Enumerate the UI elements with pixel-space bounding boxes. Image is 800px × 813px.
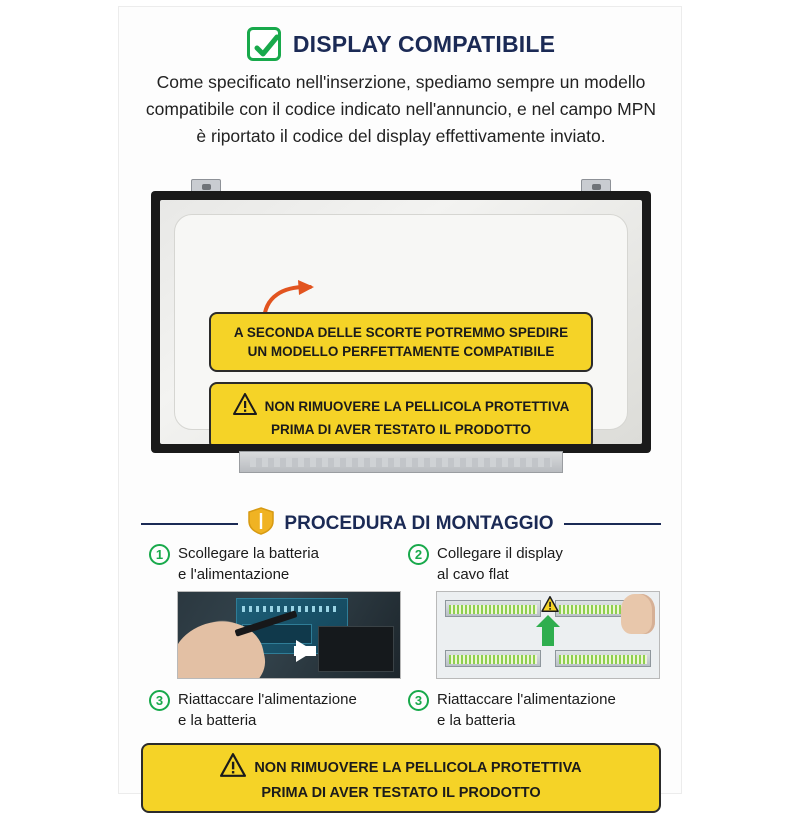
step-item: [149, 689, 394, 731]
warning-triangle-icon: [233, 393, 257, 420]
divider-left: [141, 523, 238, 525]
procedure-steps: [149, 543, 653, 737]
header: [119, 27, 683, 61]
finger: [621, 594, 655, 634]
panel-bezel: [151, 191, 651, 453]
step-item: [408, 543, 653, 585]
connector: [445, 600, 541, 617]
panel-connector-pins: [250, 458, 552, 467]
procedure-column-left: [149, 543, 394, 737]
procedure-header: [141, 507, 661, 540]
connector-pins: [449, 605, 537, 614]
step-label: [437, 543, 563, 585]
shield-icon: [248, 507, 274, 540]
step-item: [408, 689, 653, 731]
panel-connector-strip: [239, 451, 563, 473]
protective-film-notice: [209, 382, 593, 444]
step-item: [149, 543, 394, 585]
step-label: [178, 543, 319, 585]
compatibility-notice-line1: A SECONDA DELLE SCORTE POTREMMO SPEDIRE: [233, 325, 569, 340]
step-number: 3: [149, 690, 170, 711]
connector-pins: [449, 655, 537, 664]
step-number: 2: [408, 544, 429, 565]
direction-arrow-icon: [296, 640, 314, 662]
step-label-line2: e la batteria: [178, 712, 257, 729]
step-label-line2: e l'alimentazione: [178, 566, 290, 583]
step-number: 1: [149, 544, 170, 565]
insert-arrow-icon: [542, 626, 554, 646]
page-title: DISPLAY COMPATIBILE: [292, 30, 556, 57]
step-label: [437, 689, 616, 731]
compatibility-notice-line2: UN MODELLO PERFETTAMENTE COMPATIBILE: [247, 344, 555, 359]
step-label-line1: Riattaccare l'alimentazione: [437, 691, 616, 708]
step-label-line2: e la batteria: [437, 712, 516, 729]
intro-text: Come specificato nell'inserzione, spediamo sempre un modello compatibile con il codice indicato nell'annuncio, e nel campo MPN è riportato il codice del display effettivamente inviato.: [145, 72, 657, 146]
panel-surface: [160, 200, 642, 444]
warning-triangle-icon: [220, 753, 246, 783]
divider-right: [564, 523, 661, 525]
flat-cable-connector-photo: [436, 591, 660, 679]
battery-pack: [318, 626, 394, 672]
warning-triangle-icon: [541, 596, 559, 617]
step-number: 3: [408, 690, 429, 711]
step-label-line1: Scollegare la batteria: [178, 545, 319, 562]
laptop-battery-photo: [177, 591, 401, 679]
content-frame: [118, 6, 682, 801]
step-label-line1: Collegare il display: [437, 545, 563, 562]
protective-film-notice-line1: NON RIMUOVERE LA PELLICOLA PROTETTIVA: [264, 399, 570, 414]
procedure-column-right: [408, 543, 653, 737]
footer-warning-line2: PRIMA DI AVER TESTATO IL PRODOTTO: [261, 785, 541, 801]
protective-film-notice-line2: PRIMA DI AVER TESTATO IL PRODOTTO: [270, 422, 531, 437]
footer-warning-line1: NON RIMUOVERE LA PELLICOLA PROTETTIVA: [254, 760, 582, 776]
connector: [555, 650, 651, 667]
compatibility-notice: [209, 312, 593, 372]
step-label-line1: Riattaccare l'alimentazione: [178, 691, 357, 708]
connector: [445, 650, 541, 667]
step-label: [178, 689, 357, 731]
step-label-line2: al cavo flat: [437, 566, 509, 583]
footer-warning-banner: [141, 743, 661, 813]
check-icon: [247, 27, 281, 61]
display-panel-illustration: [151, 179, 651, 489]
connector-pins: [559, 655, 647, 664]
procedure-title: PROCEDURA DI MONTAGGIO: [284, 512, 554, 534]
